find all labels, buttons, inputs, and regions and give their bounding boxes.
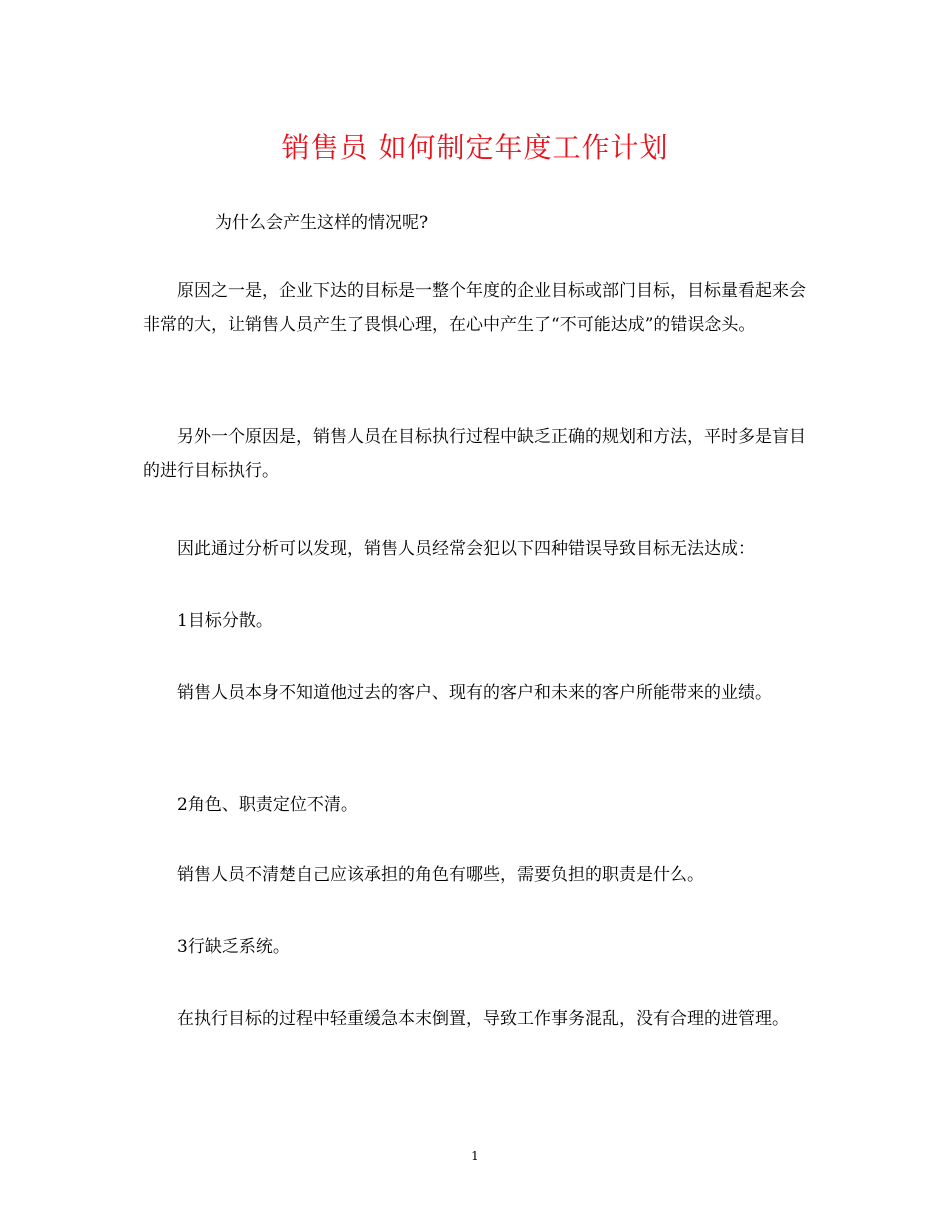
paragraph-reason-one: 原因之一是，企业下达的目标是一整个年度的企业目标或部门目标，目标量看起来会非常的大，让销售人员产生了畏惧心理，在心中产生了“不可能达成”的错误念头。 [143, 281, 806, 335]
paragraph-item-1: 销售人员本身不知道他过去的客户、现有的客户和未来的客户所能带来的业绩。 [177, 683, 772, 703]
paragraph-question: 为什么会产生这样的情况呢? [215, 213, 429, 233]
paragraph-reason-two: 另外一个原因是，销售人员在目标执行过程中缺乏正确的规划和方法，平时多是盲目的进行目标执行。 [143, 427, 806, 481]
paragraph-four-errors: 因此通过分析可以发现，销售人员经常会犯以下四种错误导致目标无法达成： [177, 539, 755, 559]
paragraph-item-3: 在执行目标的过程中轻重缓急本末倒置，导致工作事务混乱，没有合理的进管理。 [177, 1009, 789, 1029]
list-heading-1: 1目标分散。 [177, 611, 273, 631]
page-number: 1 [471, 1149, 479, 1163]
paragraph-item-2: 销售人员不清楚自己应该承担的角色有哪些，需要负担的职责是什么。 [177, 865, 704, 885]
page-title: 销售员 如何制定年度工作计划 [281, 131, 669, 164]
list-heading-3: 3行缺乏系统。 [177, 937, 290, 957]
list-heading-2: 2角色、职责定位不清。 [177, 795, 358, 815]
